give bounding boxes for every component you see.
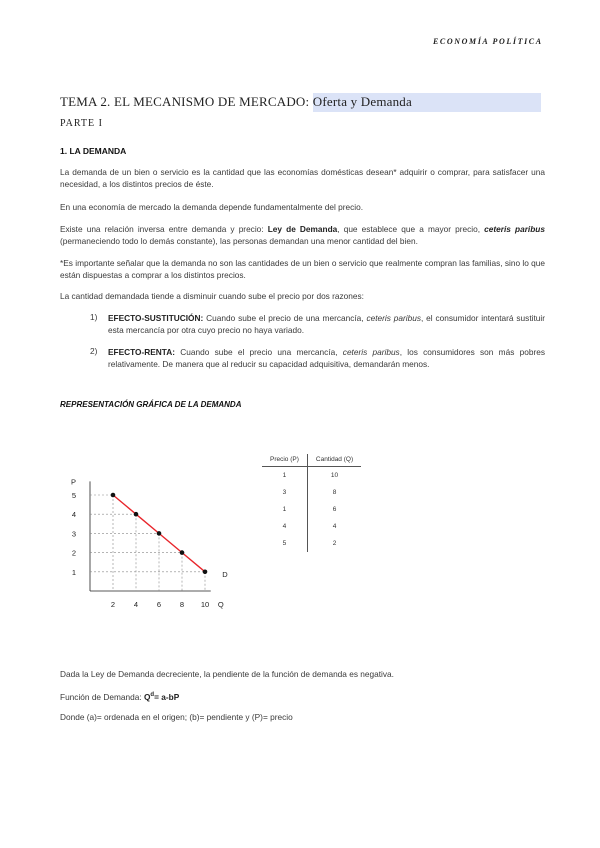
demand-table xyxy=(262,454,361,552)
table-cell: 6 xyxy=(332,506,337,513)
data-point xyxy=(157,531,162,536)
x-axis-label: Q xyxy=(217,600,224,609)
list-item-text-end: , el consumidor intentará sustituir esta mercancía por otra cuyo precio no haya variado. xyxy=(108,313,545,335)
x-tick-label: 6 xyxy=(156,600,162,609)
table-cell: 1 xyxy=(262,467,307,485)
graph-section-title: REPRESENTACIÓN GRÁFICA DE LA DEMANDA xyxy=(60,400,242,409)
x-tick-label: 2 xyxy=(110,600,116,609)
y-tick-label: 1 xyxy=(71,567,76,577)
demand-function xyxy=(60,689,545,703)
x-tick-label: 8 xyxy=(179,600,185,609)
table-row xyxy=(262,467,361,485)
table-cell: 4 xyxy=(332,523,337,530)
list-item-bold: EFECTO-SUSTITUCIÓN: xyxy=(108,313,204,323)
ceteris-term: ceteris paribus xyxy=(484,224,545,234)
table-cell: 2 xyxy=(332,540,337,547)
function-formula: = a-bP xyxy=(154,691,180,702)
paragraph-note: *Es importante señalar que la demanda no son las cantidades de un bien o servicio que realmente compran las familias, sino lo que están dispuestas a comprar a los distintos precios. xyxy=(60,258,545,280)
page-subtitle: PARTE I xyxy=(60,118,103,129)
list-item-income xyxy=(108,346,545,370)
demand-chart xyxy=(60,445,270,625)
list-item-italic: ceteris paribus xyxy=(342,347,400,357)
function-q: Q xyxy=(143,691,151,702)
paragraph-reasons: La cantidad demandada tiende a disminuir cuando sube el precio por dos razones: xyxy=(60,291,364,301)
list-item-substitution xyxy=(108,312,545,336)
paragraph-law xyxy=(60,223,545,247)
y-tick-label: 3 xyxy=(71,529,76,539)
list-item-text: Cuando sube el precio una mercancía, xyxy=(175,347,343,357)
function-label: Función de Demanda: xyxy=(60,691,144,702)
section-heading: 1. LA DEMANDA xyxy=(60,146,127,156)
function-sup: d xyxy=(150,692,155,698)
table-row xyxy=(262,501,361,518)
list-item-text-end: , los consumidores son más pobres relativamente. De manera que al reducir su capacidad adquisitiva, demandarán menos. xyxy=(108,347,545,369)
law-text-a: Existe una relación inversa entre demanda y precio: xyxy=(60,224,268,234)
data-point xyxy=(111,493,116,498)
table-cell: 3 xyxy=(262,484,307,501)
law-text-e: (permaneciendo todo lo demás constante), las personas demandan una menor cantidad del bien. xyxy=(60,236,418,246)
law-term: Ley de Demanda xyxy=(267,224,338,234)
table-cell: 4 xyxy=(262,518,307,535)
table-cell: 1 xyxy=(262,501,307,518)
paragraph-where: Donde (a)= ordenada en el origen; (b)= pendiente y (P)= precio xyxy=(60,712,293,722)
paragraph-market: En una economía de mercado la demanda depende fundamentalmente del precio. xyxy=(60,202,364,212)
curve-label: D xyxy=(222,569,228,579)
table-cell: 8 xyxy=(332,489,337,496)
list-item-italic: ceteris paribus xyxy=(366,313,421,323)
data-point xyxy=(203,570,208,575)
law-text-c: , que establece que a mayor precio, xyxy=(337,224,485,234)
document-header: ECONOMÍA POLÍTICA xyxy=(433,37,543,46)
table-cell: 5 xyxy=(262,535,307,552)
list-number: 2) xyxy=(90,346,98,356)
table-cell: 10 xyxy=(330,472,339,479)
y-axis-label: P xyxy=(70,477,76,487)
y-tick-label: 4 xyxy=(71,510,76,520)
table-row xyxy=(262,535,361,552)
list-item-text: Cuando sube el precio de una mercancía, xyxy=(203,313,367,323)
y-tick-label: 2 xyxy=(71,548,76,558)
paragraph-definition: La demanda de un bien o servicio es la cantidad que las economías domésticas desean* adquirir o comprar, para satisfacer una necesidad, a los distintos precios de éste. xyxy=(60,167,545,189)
paragraph-slope: Dada la Ley de Demanda decreciente, la pendiente de la función de demanda es negativa. xyxy=(60,669,394,679)
table-row xyxy=(262,518,361,535)
table-row xyxy=(262,484,361,501)
x-tick-label: 4 xyxy=(133,600,139,609)
table-header-quantity: Cantidad (Q) xyxy=(307,454,361,467)
page-title: TEMA 2. EL MECANISMO DE MERCADO: Oferta y Demanda xyxy=(60,94,412,109)
data-point xyxy=(180,550,185,555)
demand-table-wrap xyxy=(262,454,361,552)
list-item-bold: EFECTO-RENTA: xyxy=(108,347,175,357)
table-header-price: Precio (P) xyxy=(262,454,307,467)
list-number: 1) xyxy=(90,312,98,322)
y-tick-label: 5 xyxy=(71,491,76,500)
data-point xyxy=(134,512,139,517)
x-tick-label: 10 xyxy=(200,600,210,609)
